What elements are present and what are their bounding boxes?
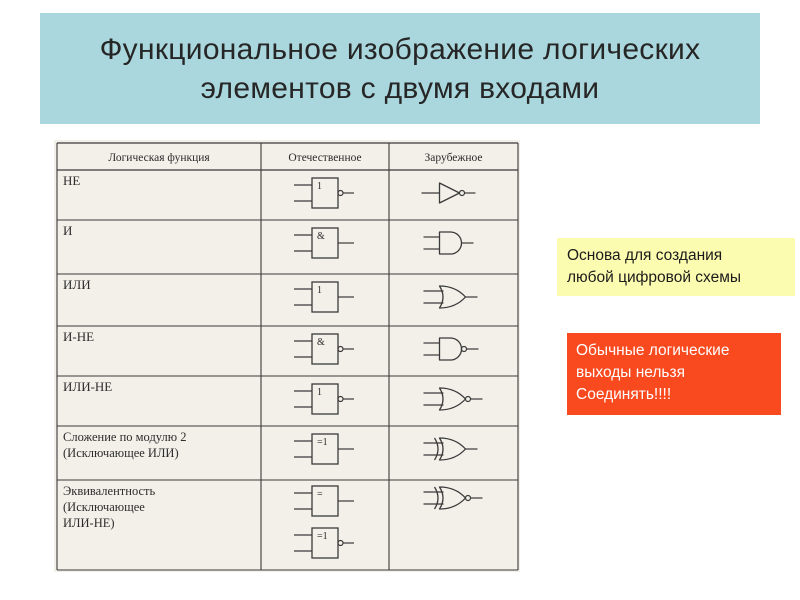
warning-note [567, 333, 781, 415]
inversion-circle [338, 397, 343, 402]
gate-body [440, 438, 466, 460]
warning-note-line: Обычные логические [576, 342, 730, 359]
column-header: Зарубежное [424, 152, 483, 164]
warning-note-line: выходы нельзя [576, 364, 686, 381]
table-row [63, 329, 479, 364]
inversion-circle [462, 347, 467, 352]
table-row [63, 277, 478, 312]
or-gate-icon [424, 286, 478, 308]
gate-box-outline [312, 228, 338, 258]
not-gate-icon [422, 183, 476, 203]
basis-note-line: Основа для создания [567, 247, 723, 264]
inversion-circle [338, 191, 343, 196]
inversion-circle [338, 541, 343, 546]
table-row [63, 223, 474, 258]
logic-gates-table [54, 140, 520, 572]
inversion-circle [338, 347, 343, 352]
function-name: И-НЕ [63, 329, 95, 344]
gate-box-outline [312, 486, 338, 516]
gate-box-label: =1 [317, 531, 328, 542]
nand-gate-icon [424, 338, 479, 360]
xor-gate-icon [424, 438, 478, 460]
gate-box-label: 1 [317, 181, 322, 192]
table-row [63, 430, 478, 464]
column-header: Логическая функция [108, 152, 210, 164]
column-header: Отечественное [288, 152, 362, 164]
table-row [63, 379, 483, 414]
gate-box-label: & [317, 231, 325, 242]
logic-gates-table-scan [54, 140, 520, 572]
gate-box-outline [312, 178, 338, 208]
basis-note [557, 238, 795, 296]
inversion-circle [466, 397, 471, 402]
function-name: Сложение по модулю 2 [63, 430, 187, 444]
gate-box-label: = [317, 489, 323, 500]
inversion-circle [460, 191, 465, 196]
function-name: (Исключающее ИЛИ) [63, 446, 179, 460]
gate-box-label: & [317, 337, 325, 348]
gate-body [440, 388, 466, 410]
gate-box-outline [312, 384, 338, 414]
xor-arc [435, 487, 439, 509]
gate-box-outline [312, 334, 338, 364]
gate-box-label: 1 [317, 387, 322, 398]
function-name: ИЛИ-НЕ) [63, 516, 115, 530]
gate-box-label: =1 [317, 437, 328, 448]
function-name: ИЛИ [63, 277, 91, 292]
inversion-circle [466, 496, 471, 501]
function-name: (Исключающее [63, 500, 145, 514]
function-name: ИЛИ-НЕ [63, 379, 113, 394]
slide-title: Функциональное изображение логических элементов с двумя входами [99, 32, 701, 105]
table-row [63, 484, 483, 558]
and-gate-icon [424, 232, 474, 254]
function-name: НЕ [63, 173, 81, 188]
gate-box-label: 1 [317, 285, 322, 296]
gate-body [440, 286, 466, 308]
gate-body [440, 487, 466, 509]
xor-arc [435, 438, 439, 460]
xnor-gate-icon [424, 487, 483, 509]
function-name: И [63, 223, 73, 238]
nor-gate-icon [424, 388, 483, 410]
title-banner [40, 13, 760, 124]
gate-body [440, 338, 462, 360]
table-row [63, 173, 476, 208]
gate-body [440, 183, 460, 203]
basis-note-line: любой цифровой схемы [567, 269, 742, 286]
gate-box-outline [312, 282, 338, 312]
function-name: Эквивалентность [63, 484, 156, 498]
warning-note-line: Соединять!!!! [576, 386, 672, 403]
gate-body [440, 232, 462, 254]
